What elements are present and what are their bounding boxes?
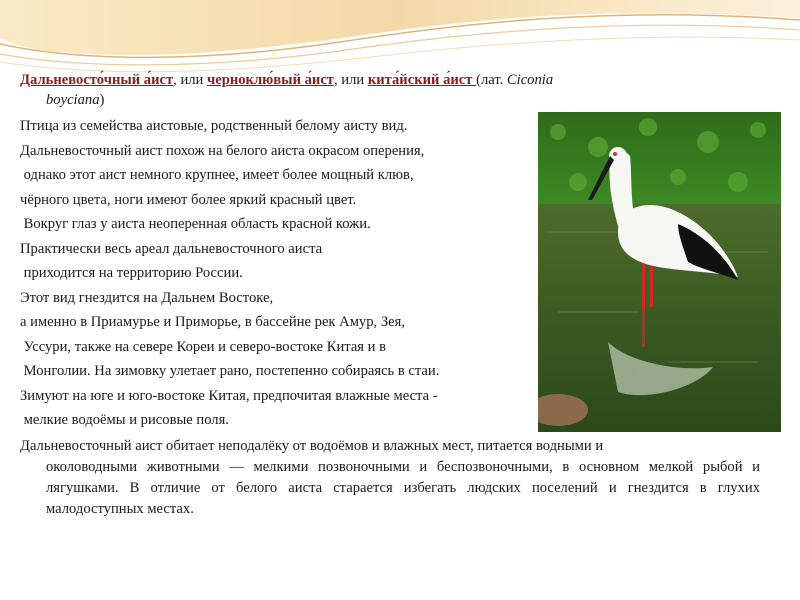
last-paragraph-first-line: Дальневосточный аист обитает неподалёку от водоёмов и влажных мест, питается водными и <box>20 437 604 454</box>
text-line: однако этот аист немного крупнее, имеет более мощный клюв, <box>20 167 414 183</box>
text-line: приходится на территорию России. <box>20 265 243 281</box>
text-line: Птица из семейства аистовые, родственный белому аисту вид. <box>20 118 408 134</box>
text-line: Вокруг глаз у аиста неоперенная область красной кожи. <box>20 216 371 232</box>
last-paragraph <box>20 436 760 520</box>
text-line: Уссури, также на севере Кореи и северо-востоке Китая и в <box>20 338 387 355</box>
latin-species: boyciana <box>46 92 100 108</box>
latin-genus: Ciconia <box>506 72 554 88</box>
text-line: чёрного цвета, ноги имеют более яркий красный цвет. <box>20 191 357 208</box>
name-black-billed-link[interactable]: черноклю́вый а́ист <box>207 72 334 88</box>
last-paragraph-rest: околоводными животными — мелкими позвоночными и беспозвоночными, в основном мелкой рыбой и лягушками. В отличие от белого аиста старается избегать людских поселений и гнездится в глухих малодоступных местах. <box>46 458 760 517</box>
name-far-eastern-link[interactable]: Дальневосто́чный а́ист <box>20 72 174 88</box>
name-chinese-link[interactable]: кита́йский а́ист <box>367 72 477 88</box>
text-line: Дальневосточный аист похож на белого аиста окрасом оперения, <box>20 142 425 159</box>
text-line: а именно в Приамурье и Приморье, в бассейне рек Амур, Зея, <box>20 314 405 330</box>
text-line: Монголии. На зимовку улетает рано, постепенно собираясь в стаи. <box>20 363 440 379</box>
stork-photo <box>538 112 781 432</box>
title-separator: , или <box>333 72 368 88</box>
article-title <box>20 70 760 110</box>
text-line: мелкие водоёмы и рисовые поля. <box>20 412 229 428</box>
text-line: Зимуют на юге и юго-востоке Китая, предпочитая влажные места - <box>20 387 438 404</box>
text-line: Практически весь ареал дальневосточного аиста <box>20 240 323 257</box>
text-line: Этот вид гнездится на Дальнем Востоке, <box>20 289 274 306</box>
latin-suffix: ) <box>99 92 105 108</box>
title-separator: , или <box>173 72 208 88</box>
latin-prefix: (лат. <box>476 72 507 88</box>
